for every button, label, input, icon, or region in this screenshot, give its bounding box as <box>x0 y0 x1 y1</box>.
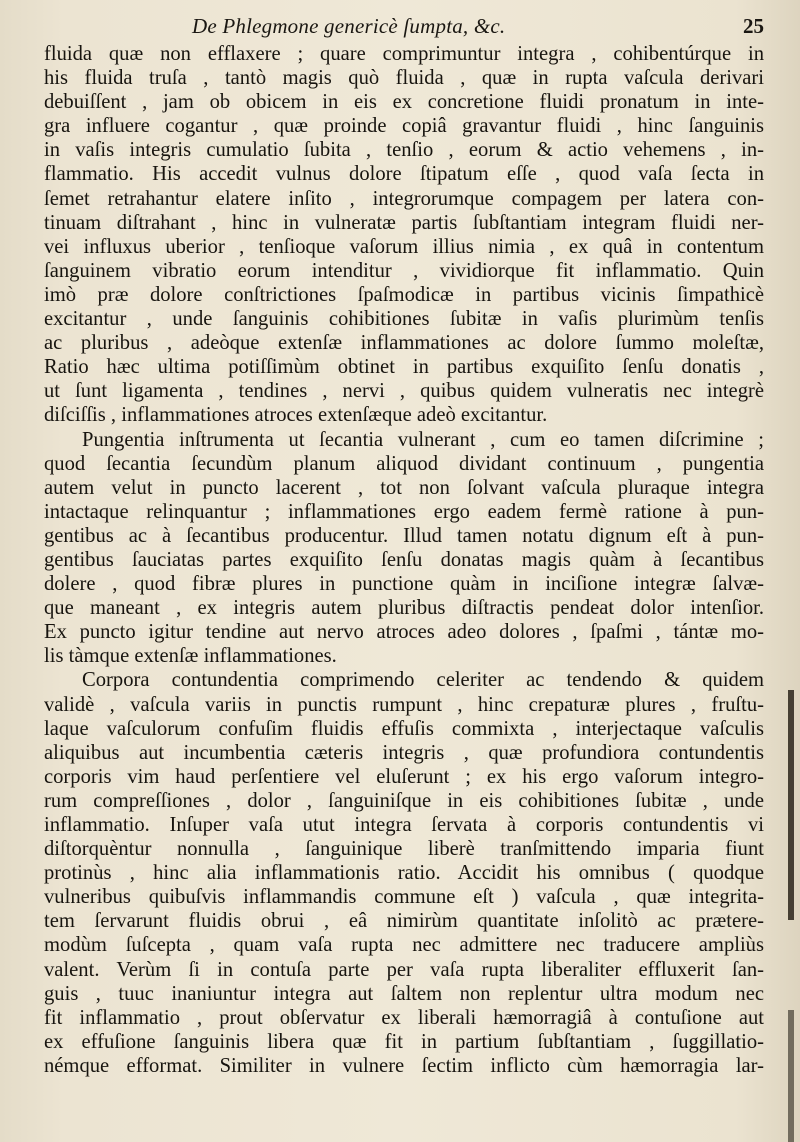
text-line: rum compreſſiones , dolor , ſanguiniſque in eis cohibitiones ſubitæ , unde <box>44 789 764 812</box>
text-line: gra influere cogantur , quæ proinde copiâ gravantur fluidi , hinc ſanguinis <box>44 115 764 138</box>
text-line: tem ſervarunt fluidis obrui , eâ nimirùm quantitate inſolitò ac prætere- <box>44 910 764 933</box>
text-line: tinuam diſtrahant , hinc in vulneratæ partis ſubſtantiam integram fluidi ner- <box>44 211 764 234</box>
text-line: que maneant , ex integris autem pluribus diſtractis pendeat dolor intenſior. <box>44 597 764 620</box>
text-line: protinùs , hinc alia inflammationis ratio. Accidit his omnibus ( quodque <box>44 862 764 885</box>
page-edge-shadow <box>788 690 794 920</box>
text-line: fluida quæ non efflaxere ; quare comprimuntur integra , cohibentúrque in <box>44 43 764 65</box>
text-line: laque vaſculorum confuſim fluidis effuſis commixta , interjectaque vaſculis <box>44 717 764 740</box>
text-line: quod ſecantia ſecundùm planum aliquod dividant continuum , pungentia <box>44 452 764 475</box>
text-line: ex effuſione ſanguinis libera quæ fit in partium ſubſtantiam , ſuggillatio- <box>44 1030 764 1053</box>
text-line: vei influxus uberior , tenſioque vaſorum illius nimia , ex quâ in contentum <box>44 235 764 258</box>
text-line: modùm ſuſcepta , quam vaſa rupta nec admittere nec traducere ampliùs <box>44 934 764 957</box>
paragraph <box>44 42 764 428</box>
text-line: valent. Verùm ſi in contuſa parte per vaſa rupta liberaliter effluxerit ſan- <box>44 958 764 981</box>
text-line: intactaque relinquantur ; inflammationes ergo eadem fermè ratione à pun- <box>44 500 764 523</box>
text-line: debuiſſent , jam ob obicem in eis ex concretione fluidi pronatum in inte- <box>44 91 764 114</box>
text-line: guis , tuuc inaniuntur integra aut ſaltem non replentur ultra modum nec <box>44 982 764 1005</box>
text-line: diſciſſis , inflammationes atroces extenſæque adeò excitantur. <box>44 404 548 427</box>
text-line: Ratio hæc ultima potiſſimùm obtinet in partibus exquiſito ſenſu donatis , <box>44 356 764 379</box>
text-line: in vaſis integris cumulatio ſubita , tenſio , eorum & actio vehemens , in- <box>44 139 764 162</box>
page-number: 25 <box>743 14 764 38</box>
text-line: imò præ dolore conſtrictiones ſpaſmodicæ in partibus vicinis ſimpathicè <box>44 283 764 306</box>
text-line: dolere , quod fibræ plures in punctione quàm in inciſione integræ ſalvæ- <box>44 573 764 596</box>
body-text <box>44 42 764 1078</box>
text-line: ſemet retrahantur elatere inſito , integrorumque compagem per latera con- <box>44 187 764 210</box>
text-line: lis tàmque extenſæ inflammationes. <box>44 645 337 668</box>
text-line: Corpora contundentia comprimendo celeriter ac tendendo & quidem <box>82 669 764 692</box>
text-line: excitantur , unde ſanguinis cohibitiones ſubitæ in vaſis plurimùm tenſis <box>44 308 764 331</box>
page-edge-shadow <box>788 1010 794 1142</box>
text-line: his fluida truſa , tantò magis quò fluida , quæ in rupta vaſcula derivari <box>44 67 764 90</box>
text-line: vulneribus quibuſvis inflammandis commune eſt ) vaſcula , quæ integrita- <box>44 886 764 909</box>
text-line: corporis vim haud perſentiere vel eluſerunt ; ex his ergo vaſorum integro- <box>44 765 764 788</box>
text-line: ut ſunt ligamenta , tendines , nervi , quibus quidem vulneratis nec integrè <box>44 380 764 403</box>
text-line: validè , vaſcula variis in punctis rumpunt , hinc crepaturæ plures , fruſtu- <box>44 693 764 716</box>
text-line: Ex puncto igitur tendine aut nervo atroces adeo dolores , ſpaſmi , tántæ mo- <box>44 621 764 644</box>
text-line: autem velut in puncto lacerent , tot non ſolvant vaſcula pluraque integra <box>44 476 764 499</box>
text-line: ac pluribus , adeòque extenſæ inflammationes ac dolore ſummo moleſtæ, <box>44 332 764 355</box>
paragraph <box>44 428 764 669</box>
text-line: aliquibus aut incumbentia cæteris integris , quæ profundiora contundentis <box>44 741 764 764</box>
running-header <box>192 14 764 40</box>
text-line: diſtorquèntur nonnulla , ſanguinique liberè tranſmittendo imparia fiunt <box>44 838 764 861</box>
text-line: gentibus ac à ſecantibus producentur. Illud tamen notatu dignum eſt à pun- <box>44 524 764 547</box>
text-line: flammatio. His accedit vulnus dolore ſtipatum eſſe , quod vaſa ſecta in <box>44 163 764 186</box>
text-line: fit inflammatio , prout obſervatur ex liberali hæmorragiâ à contuſione aut <box>44 1006 764 1029</box>
text-line: némque efformat. Similiter in vulnere ſectim inflicto cùm hæmorragia lar- <box>44 1054 764 1077</box>
text-line: gentibus ſauciatas partes exquiſito ſenſu donatas magis quàm à ſecantibus <box>44 548 764 571</box>
running-title: De Phlegmone genericè ſumpta, &c. <box>192 14 506 38</box>
text-line: inflammatio. Inſuper vaſa utut integra ſervata à corporis contundentis vi <box>44 814 764 836</box>
text-line: ſanguinem vibratio eorum intenditur , vividiorque fit inflammatio. Quin <box>44 259 764 282</box>
text-line: Pungentia inſtrumenta ut ſecantia vulnerant , cum eo tamen diſcrimine ; <box>82 428 764 451</box>
paragraph <box>44 668 764 1078</box>
